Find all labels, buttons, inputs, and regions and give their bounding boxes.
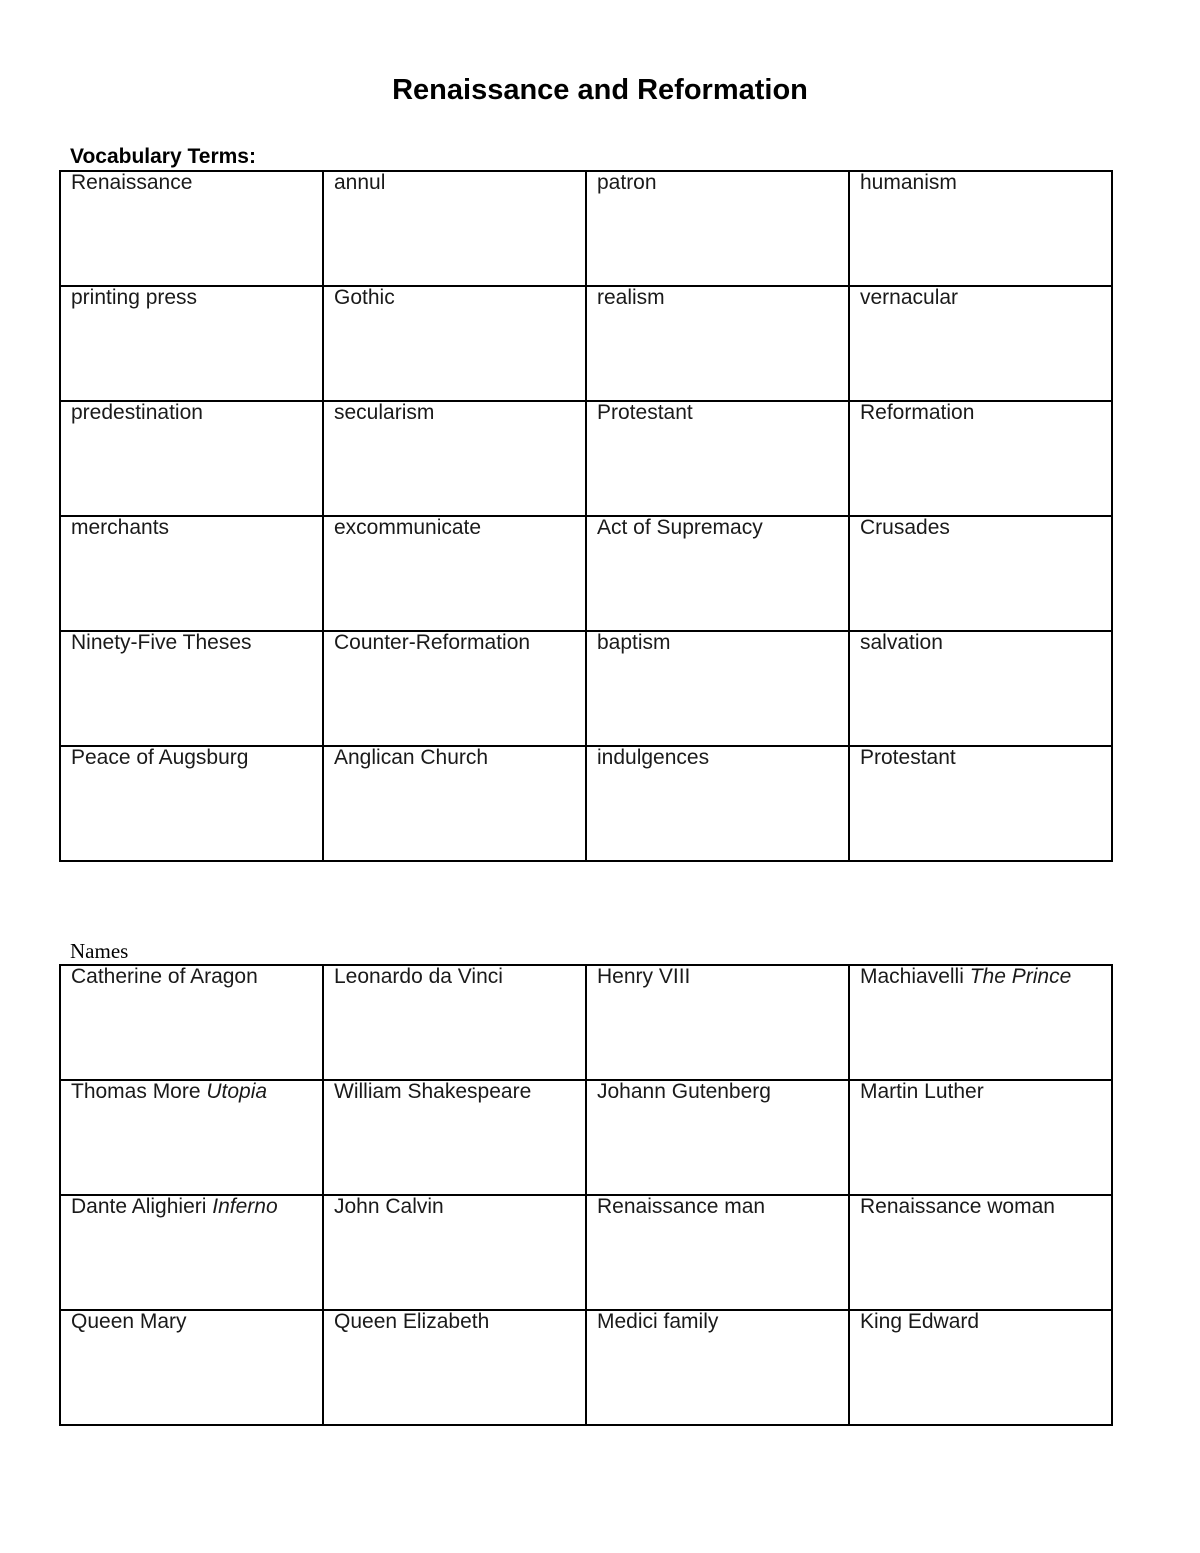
name-cell [849,1310,1112,1425]
vocabulary-cell-text: indulgences [597,746,710,769]
name-cell-work-title: Utopia [206,1080,268,1103]
name-cell [60,1080,323,1195]
vocabulary-cell-text: vernacular [860,286,959,309]
vocabulary-cell [849,401,1112,516]
name-cell-text: King Edward [860,1310,980,1333]
table-row [60,516,1112,631]
vocabulary-cell [323,631,586,746]
name-cell [323,1195,586,1310]
name-cell [323,1310,586,1425]
vocabulary-cell-text: Act of Supremacy [597,516,763,539]
name-cell-text: Queen Mary [71,1310,187,1333]
name-cell [586,965,849,1080]
name-cell [849,1195,1112,1310]
vocabulary-cell-text: Protestant [597,401,693,424]
vocabulary-cell-text: salvation [860,631,943,654]
name-cell-text: Henry VIII [597,965,691,988]
name-cell [60,1195,323,1310]
name-cell [586,1195,849,1310]
table-row [60,401,1112,516]
vocabulary-cell [323,401,586,516]
name-cell-text: Medici family [597,1310,719,1333]
vocabulary-cell [586,746,849,861]
name-cell [586,1310,849,1425]
table-row [60,1195,1112,1310]
vocabulary-table [59,170,1113,862]
name-cell [849,1080,1112,1195]
vocabulary-cell-text: Counter-Reformation [334,631,531,654]
name-cell-text: Catherine of Aragon [71,965,258,988]
table-row [60,631,1112,746]
name-cell-work-title: The Prince [969,965,1072,988]
name-cell-text: Dante Alighieri [71,1195,213,1218]
vocabulary-cell [60,746,323,861]
vocabulary-cell [60,286,323,401]
vocabulary-cell-text: secularism [334,401,435,424]
vocabulary-cell [586,171,849,286]
page-title: Renaissance and Reformation [392,74,808,106]
vocabulary-cell-text: excommunicate [334,516,482,539]
name-cell [60,965,323,1080]
vocabulary-cell [323,286,586,401]
name-cell-text: Renaissance woman [860,1195,1055,1218]
vocabulary-cell [849,746,1112,861]
table-row [60,1080,1112,1195]
vocabulary-cell-text: baptism [597,631,671,654]
vocabulary-cell-text: merchants [71,516,170,539]
vocabulary-cell-text: Anglican Church [334,746,489,769]
vocabulary-cell [60,401,323,516]
vocabulary-cell-text: Peace of Augsburg [71,746,249,769]
name-cell [323,965,586,1080]
name-cell-text: Thomas More [71,1080,207,1103]
name-cell-text: Machiavelli [860,965,970,988]
vocabulary-cell-text: realism [597,286,665,309]
name-cell-work-title: Inferno [212,1195,278,1218]
vocabulary-cell-text: humanism [860,171,957,194]
table-row [60,286,1112,401]
vocabulary-cell-text: Reformation [860,401,975,424]
names-section-label: Names [70,939,129,963]
vocabulary-cell [586,631,849,746]
vocabulary-cell-text: annul [334,171,386,194]
vocabulary-cell-text: printing press [71,286,198,309]
table-row [60,746,1112,861]
vocabulary-cell-text: Protestant [860,746,956,769]
table-row [60,1310,1112,1425]
vocabulary-cell [849,286,1112,401]
vocabulary-cell-text: Renaissance [71,171,193,194]
vocabulary-cell [323,171,586,286]
vocabulary-cell-text: Crusades [860,516,950,539]
vocabulary-cell [323,516,586,631]
name-cell-text: Martin Luther [860,1080,984,1103]
vocabulary-cell-text: predestination [71,401,203,424]
name-cell-text: Leonardo da Vinci [334,965,503,988]
name-cell-text: Johann Gutenberg [597,1080,771,1103]
vocabulary-cell-text: Ninety-Five Theses [71,631,252,654]
vocabulary-cell [323,746,586,861]
table-row [60,171,1112,286]
vocabulary-cell [60,631,323,746]
vocabulary-cell [586,516,849,631]
vocabulary-cell [586,401,849,516]
vocabulary-cell-text: patron [597,171,657,194]
table-row [60,965,1112,1080]
vocabulary-cell [849,631,1112,746]
name-cell-text: Renaissance man [597,1195,766,1218]
name-cell-text: John Calvin [334,1195,444,1218]
name-cell [60,1310,323,1425]
vocabulary-cell [60,516,323,631]
vocabulary-section-label: Vocabulary Terms: [70,145,256,168]
name-cell-text: Queen Elizabeth [334,1310,490,1333]
vocabulary-cell [849,516,1112,631]
name-cell-text: William Shakespeare [334,1080,532,1103]
name-cell [323,1080,586,1195]
vocabulary-cell-text: Gothic [334,286,395,309]
vocabulary-cell [586,286,849,401]
names-table [59,964,1113,1426]
vocabulary-cell [849,171,1112,286]
vocabulary-cell [60,171,323,286]
name-cell [586,1080,849,1195]
name-cell [849,965,1112,1080]
